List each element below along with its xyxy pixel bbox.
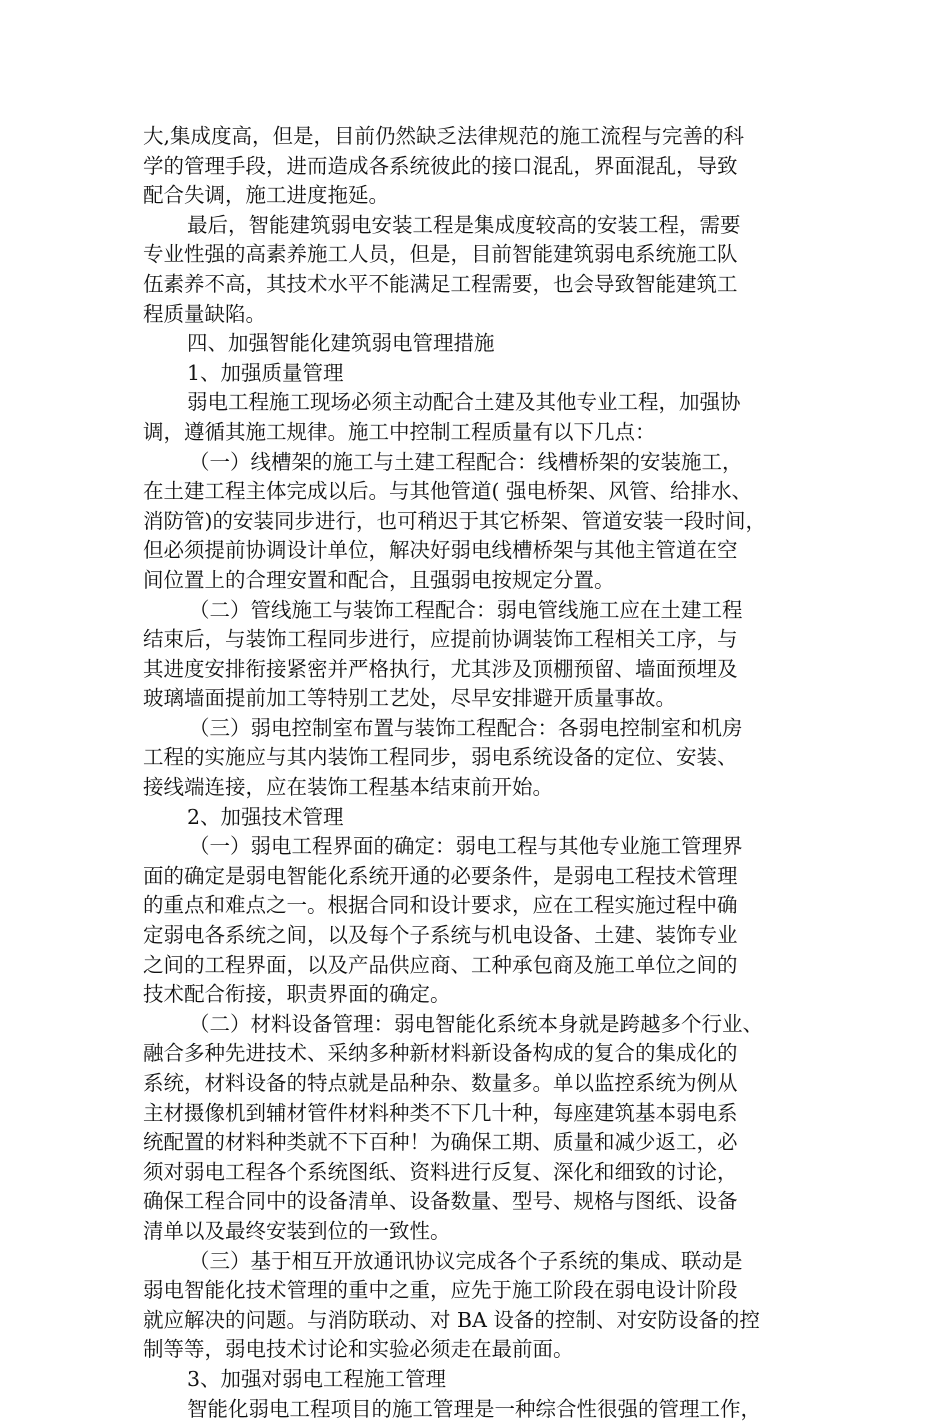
text-line: 结束后，与装饰工程同步进行，应提前协调装饰工程相关工序，与 xyxy=(143,627,738,652)
section-heading: 四、加强智能化建筑弱电管理措施 xyxy=(187,331,495,356)
text-line: 调，遵循其施工规律。施工中控制工程质量有以下几点： xyxy=(143,419,656,444)
text-line: 确保工程合同中的设备清单、设备数量、型号、规格与图纸、设备 xyxy=(143,1189,738,1214)
text-line: 最后，智能建筑弱电安装工程是集成度较高的安装工程，需要 xyxy=(187,212,741,237)
text-line: （二）材料设备管理：弱电智能化系统本身就是跨越多个行业、 xyxy=(189,1011,763,1036)
text-line: 专业性强的高素养施工人员，但是，目前智能建筑弱电系统施工队 xyxy=(143,242,738,267)
text-line: 学的管理手段，进而造成各系统彼此的接口混乱，界面混乱，导致 xyxy=(143,153,738,178)
text-line: 但必须提前协调设计单位，解决好弱电线槽桥架与其他主管道在空 xyxy=(143,538,738,563)
body-text xyxy=(143,122,815,1424)
text-line: （一）弱电工程界面的确定：弱电工程与其他专业施工管理界 xyxy=(189,834,743,859)
subsection-heading: 3、加强对弱电工程施工管理 xyxy=(187,1366,447,1391)
text-line: 定弱电各系统之间，以及每个子系统与机电设备、土建、装饰专业 xyxy=(143,923,738,948)
text-line: 配合失调，施工进度拖延。 xyxy=(143,183,389,208)
text-line: 弱电智能化技术管理的重中之重，应先于施工阶段在弱电设计阶段 xyxy=(143,1278,738,1303)
text-line: （一）线槽架的施工与土建工程配合：线槽桥架的安装施工， xyxy=(189,449,743,474)
text-line: 大,集成度高，但是，目前仍然缺乏法律规范的施工流程与完善的科 xyxy=(143,124,745,148)
text-line: 工程的实施应与其内装饰工程同步，弱电系统设备的定位、安装、 xyxy=(143,745,738,770)
text-line: 须对弱电工程各个系统图纸、资料进行反复、深化和细致的讨论， xyxy=(143,1159,738,1184)
text-line: 面的确定是弱电智能化系统开通的必要条件，是弱电工程技术管理 xyxy=(143,863,738,888)
text-line: 清单以及最终安装到位的一致性。 xyxy=(143,1218,451,1243)
text-line: 间位置上的合理安置和配合，且强弱电按规定分置。 xyxy=(143,567,615,592)
text-line: 伍素养不高，其技术水平不能满足工程需要，也会导致智能建筑工 xyxy=(143,271,738,296)
text-line: 的重点和难点之一。根据合同和设计要求，应在工程实施过程中确 xyxy=(143,893,738,918)
text-line: （二）管线施工与装饰工程配合：弱电管线施工应在土建工程 xyxy=(189,597,743,622)
text-line: （三）基于相互开放通讯协议完成各个子系统的集成、联动是 xyxy=(189,1248,743,1273)
text-line: 消防管)的安装同步进行，也可稍迟于其它桥架、管道安装一段时间， xyxy=(143,508,766,533)
text-line: 其进度安排衔接紧密并严格执行，尤其涉及顶棚预留、墙面预埋及 xyxy=(143,656,738,681)
subsection-heading: 1、加强质量管理 xyxy=(187,360,344,385)
text-line: 弱电工程施工现场必须主动配合土建及其他专业工程，加强协 xyxy=(187,390,741,415)
text-line: 智能化弱电工程项目的施工管理是一种综合性很强的管理工作， xyxy=(187,1396,761,1421)
text-line: （三）弱电控制室布置与装饰工程配合：各弱电控制室和机房 xyxy=(189,715,743,740)
text-line: 接线端连接，应在装饰工程基本结束前开始。 xyxy=(143,775,553,800)
text-line: 在土建工程主体完成以后。与其他管道( 强电桥架、风管、给排水、 xyxy=(143,479,753,504)
text-line: 融合多种先进技术、采纳多种新材料新设备构成的复合的集成化的 xyxy=(143,1041,738,1066)
text-line: 主材摄像机到辅材管件材料种类不下几十种，每座建筑基本弱电系 xyxy=(143,1100,738,1125)
text-line: 系统，材料设备的特点就是品种杂、数量多。单以监控系统为例从 xyxy=(143,1071,738,1095)
text-line: 技术配合衔接，职责界面的确定。 xyxy=(143,982,451,1007)
text-line: 之间的工程界面，以及产品供应商、工种承包商及施工单位之间的 xyxy=(143,952,738,977)
text-line: 程质量缺陷。 xyxy=(143,301,266,326)
text-line: 统配置的材料种类就不下百种！为确保工期、质量和减少返工，必 xyxy=(143,1130,738,1155)
subsection-heading: 2、加强技术管理 xyxy=(187,804,344,829)
text-line: 就应解决的问题。与消防联动、对 BA 设备的控制、对安防设备的控 xyxy=(143,1307,760,1332)
text-line: 玻璃墙面提前加工等特别工艺处，尽早安排避开质量事故。 xyxy=(143,686,676,711)
text-line: 制等等，弱电技术讨论和实验必须走在最前面。 xyxy=(143,1337,574,1362)
